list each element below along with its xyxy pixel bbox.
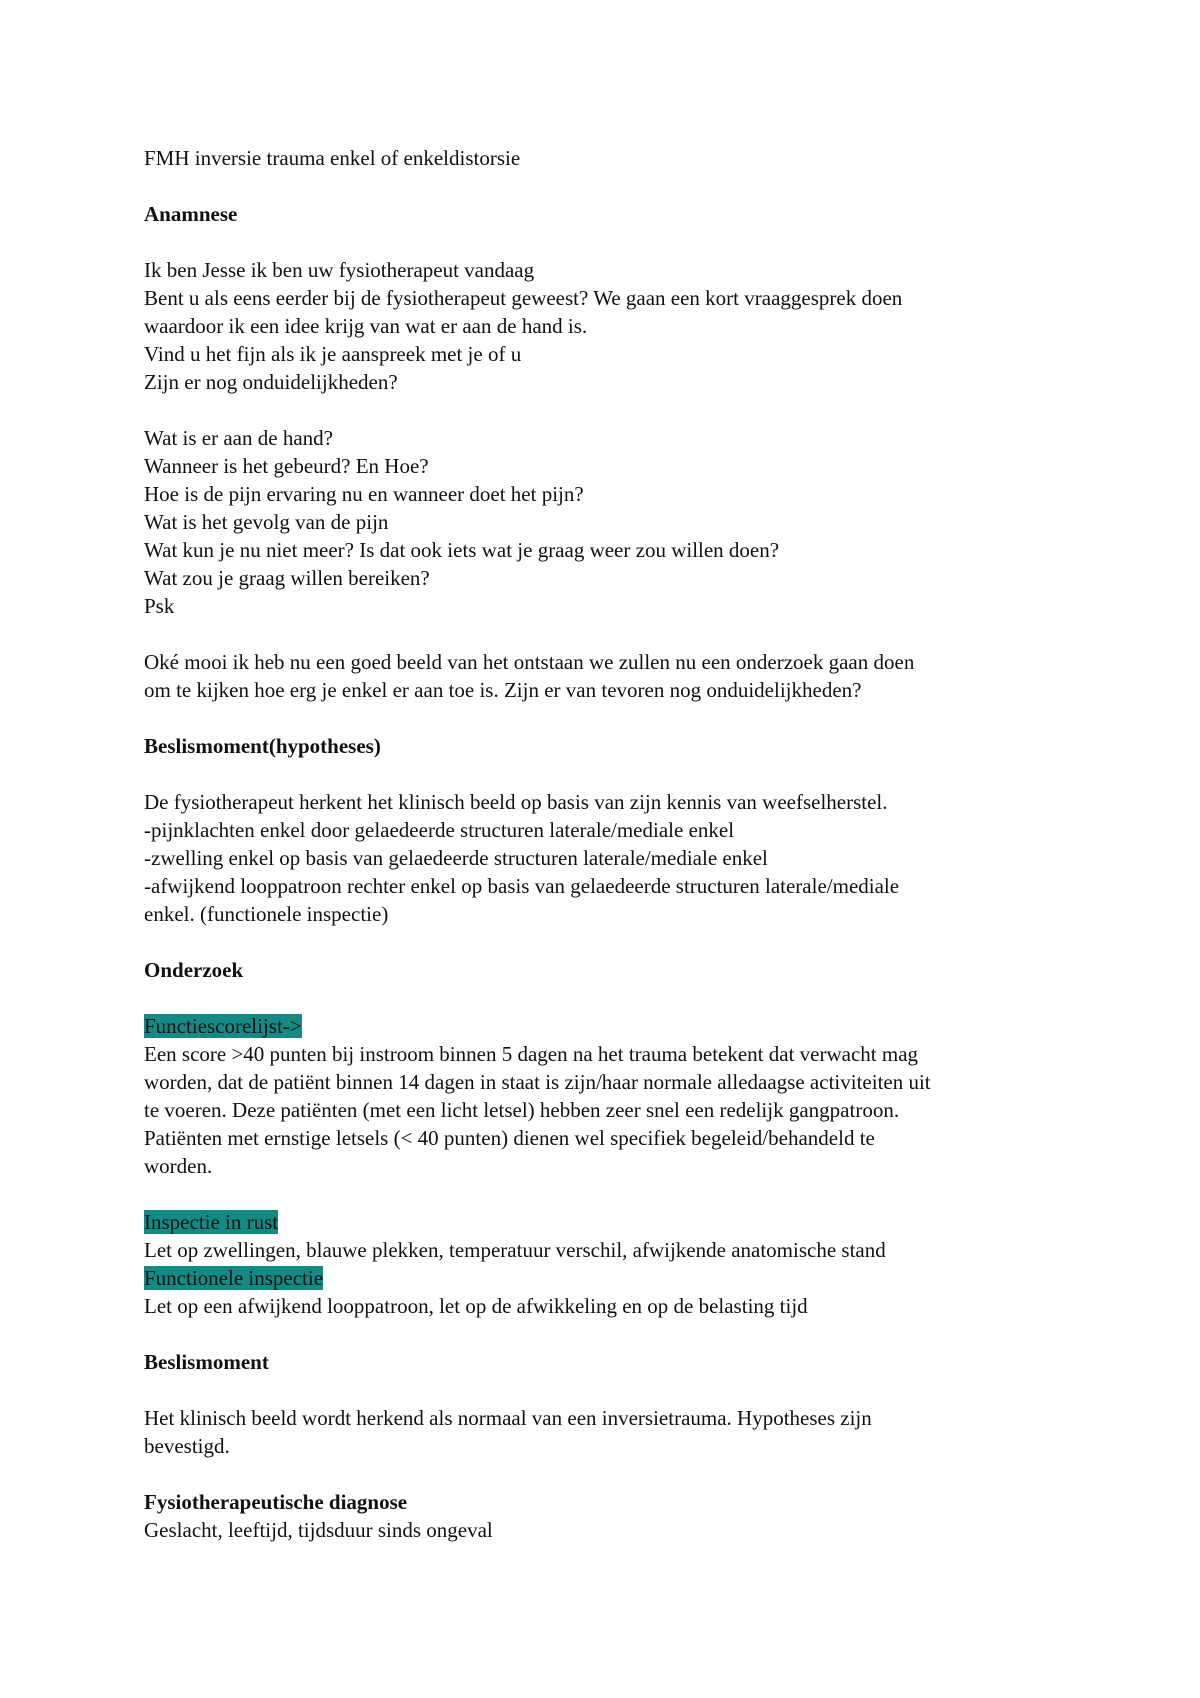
beslismoment-line: Het klinisch beeld wordt herkend als normaal van een inversietrauma. Hypotheses zijn [144, 1406, 872, 1430]
anamnese-intro-line: Bent u als eens eerder bij de fysiotherapeut geweest? We gaan een kort vraaggesprek doen [144, 286, 903, 310]
anamnese-closing-line: Oké mooi ik heb nu een goed beeld van het ontstaan we zullen nu een onderzoek gaan doen [144, 650, 915, 674]
spacer [144, 1180, 1074, 1208]
anamnese-intro-line: waardoor ik een idee krijg van wat er aan de hand is. [144, 314, 588, 338]
anamnese-question: Wat zou je graag willen bereiken? [144, 566, 430, 590]
onderzoek-heading: Onderzoek [144, 958, 244, 982]
spacer [144, 172, 1074, 200]
diagnose-heading: Fysiotherapeutische diagnose [144, 1490, 408, 1514]
spacer [144, 1460, 1074, 1488]
document-title: FMH inversie trauma enkel of enkeldistorsie [144, 146, 521, 170]
spacer [144, 1320, 1074, 1348]
anamnese-intro-line: Ik ben Jesse ik ben uw fysiotherapeut vandaag [144, 258, 535, 282]
document-body [144, 144, 1074, 1544]
spacer [144, 228, 1074, 256]
spacer [144, 620, 1074, 648]
functiescorelijst-label-row [144, 1012, 1074, 1040]
hypotheses-line: -zwelling enkel op basis van gelaedeerde structuren laterale/mediale enkel [144, 846, 768, 870]
beslismoment-line: bevestigd. [144, 1434, 230, 1458]
beslismoment-hypotheses-heading: Beslismoment(hypotheses) [144, 734, 381, 758]
spacer [144, 396, 1074, 424]
functiescorelijst-label: Functiescorelijst-> [144, 1014, 302, 1038]
functiescorelijst-line: worden, dat de patiënt binnen 14 dagen in staat is zijn/haar normale alledaagse activiteiten uit [144, 1070, 931, 1094]
beslismoment-heading: Beslismoment [144, 1350, 269, 1374]
functiescorelijst-line: Een score >40 punten bij instroom binnen 5 dagen na het trauma betekent dat verwacht mag [144, 1042, 919, 1066]
diagnose-text: Geslacht, leeftijd, tijdsduur sinds ongeval [144, 1518, 493, 1542]
anamnese-question: Wanneer is het gebeurd? En Hoe? [144, 454, 429, 478]
hypotheses-line: De fysiotherapeut herkent het klinisch beeld op basis van zijn kennis van weefselherstel. [144, 790, 888, 814]
anamnese-closing-line: om te kijken hoe erg je enkel er aan toe is. Zijn er van tevoren nog onduidelijkheden? [144, 678, 862, 702]
functiescorelijst-line: Patiënten met ernstige letsels (< 40 punten) dienen wel specifiek begeleid/behandeld te [144, 1126, 875, 1150]
hypotheses-line: -afwijkend looppatroon rechter enkel op basis van gelaedeerde structuren laterale/mediale [144, 874, 900, 898]
functiescorelijst-line: worden. [144, 1154, 213, 1178]
anamnese-intro-line: Zijn er nog onduidelijkheden? [144, 370, 398, 394]
anamnese-question: Wat is er aan de hand? [144, 426, 333, 450]
anamnese-question: Wat kun je nu niet meer? Is dat ook iets wat je graag weer zou willen doen? [144, 538, 780, 562]
functionele-inspectie-label-row [144, 1264, 1074, 1292]
spacer [144, 760, 1074, 788]
functionele-inspectie-text: Let op een afwijkend looppatroon, let op de afwikkeling en op de belasting tijd [144, 1294, 808, 1318]
inspectie-rust-label-row [144, 1208, 1074, 1236]
inspectie-rust-label: Inspectie in rust [144, 1210, 279, 1234]
spacer [144, 984, 1074, 1012]
spacer [144, 704, 1074, 732]
anamnese-heading: Anamnese [144, 202, 238, 226]
anamnese-question: Wat is het gevolg van de pijn [144, 510, 389, 534]
hypotheses-line: -pijnklachten enkel door gelaedeerde structuren laterale/mediale enkel [144, 818, 735, 842]
spacer [144, 928, 1074, 956]
functionele-inspectie-label: Functionele inspectie [144, 1266, 324, 1290]
spacer [144, 1376, 1074, 1404]
anamnese-intro-line: Vind u het fijn als ik je aanspreek met je of u [144, 342, 522, 366]
anamnese-question: Hoe is de pijn ervaring nu en wanneer doet het pijn? [144, 482, 584, 506]
anamnese-question: Psk [144, 594, 175, 618]
inspectie-rust-text: Let op zwellingen, blauwe plekken, temperatuur verschil, afwijkende anatomische stand [144, 1238, 886, 1262]
functiescorelijst-line: te voeren. Deze patiënten (met een licht letsel) hebben zeer snel een redelijk gangpatroon. [144, 1098, 900, 1122]
hypotheses-line: enkel. (functionele inspectie) [144, 902, 389, 926]
